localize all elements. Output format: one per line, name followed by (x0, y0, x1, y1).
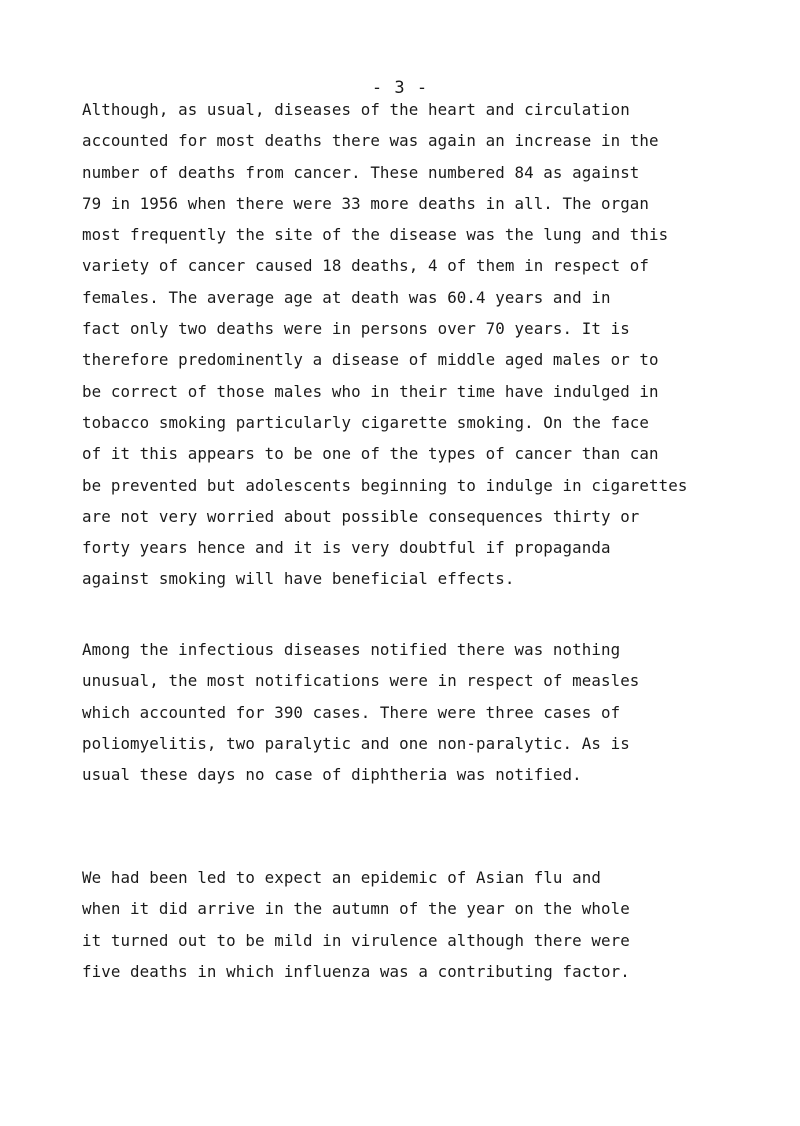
text-line: accounted for most deaths there was again an increase in the (82, 131, 659, 151)
text-line: poliomyelitis, two paralytic and one non-paralytic. As is (82, 733, 630, 753)
text-line: fact only two deaths were in persons over 70 years. It is (82, 319, 630, 339)
text-line: most frequently the site of the disease was the lung and this (82, 225, 669, 245)
text-line: which accounted for 390 cases. There were three cases of (82, 702, 621, 722)
text-line: be correct of those males who in their time have indulged in (82, 381, 659, 401)
text-line: tobacco smoking particularly cigarette smoking. On the face (82, 412, 650, 432)
paragraph-asian-flu (82, 862, 782, 987)
text-line: 79 in 1956 when there were 33 more deaths in all. The organ (82, 193, 650, 213)
paragraph-heart-disease-cancer (82, 94, 782, 595)
text-line: usual these days no case of diphtheria was notified. (82, 765, 582, 785)
text-line: variety of cancer caused 18 deaths, 4 of them in respect of (82, 256, 650, 276)
text-line: unusual, the most notifications were in respect of measles (82, 671, 640, 691)
paragraph-infectious-diseases (82, 634, 782, 790)
text-line: against smoking will have beneficial effects. (82, 569, 515, 589)
text-line: therefore predominently a disease of middle aged males or to (82, 350, 659, 370)
text-line: Although, as usual, diseases of the heart and circulation (82, 100, 630, 119)
page-number: - 3 - (371, 78, 429, 98)
text-line: number of deaths from cancer. These numbered 84 as against (82, 162, 640, 182)
text-line: when it did arrive in the autumn of the year on the whole (82, 899, 630, 919)
text-line: forty years hence and it is very doubtful if propaganda (82, 538, 611, 558)
text-line: it turned out to be mild in virulence although there were (82, 930, 630, 950)
text-line: females. The average age at death was 60.4 years and in (82, 287, 611, 307)
text-line: be prevented but adolescents beginning to indulge in cigarettes (82, 475, 688, 495)
text-line: We had been led to expect an epidemic of Asian flu and (82, 868, 601, 887)
text-line: of it this appears to be one of the types of cancer than can (82, 444, 659, 464)
text-line: Among the infectious diseases notified there was nothing (82, 640, 621, 659)
text-line: are not very worried about possible consequences thirty or (82, 506, 640, 526)
text-line: five deaths in which influenza was a contributing factor. (82, 961, 630, 981)
